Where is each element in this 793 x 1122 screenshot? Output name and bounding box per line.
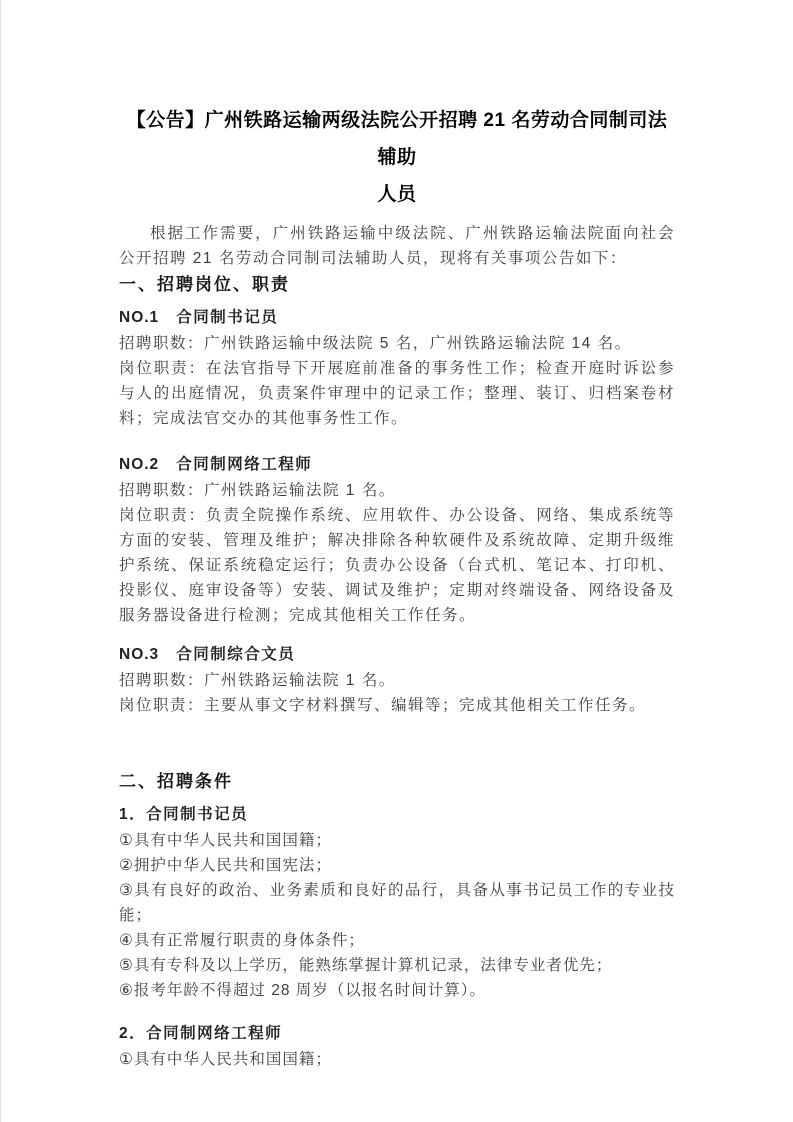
job-1-number: NO.1 (119, 309, 160, 326)
job-block-3 (119, 642, 675, 718)
job-3-number: NO.3 (119, 646, 160, 663)
job-1-duties: 岗位职责：在法官指导下开展庭前准备的事务性工作；检查开庭时诉讼参与人的出庭情况，负责案件审理中的记录工作；整理、装订、归档案卷材料；完成法官交办的其他事务性工作。 (119, 360, 675, 427)
condition-item: ④具有正常履行职责的身体条件； (119, 932, 365, 949)
job-3-name: 合同制综合文员 (176, 646, 296, 663)
doc-title-line-1: 【公告】广州铁路运输两级法院公开招聘 21 名劳动合同制司法辅助 (126, 110, 668, 168)
condition-item: ⑤具有专科及以上学历，能熟练掌握计算机记录，法律专业者优先； (119, 957, 613, 974)
doc-title (119, 102, 675, 213)
job-3-title (119, 642, 675, 668)
doc-title-line-2: 人员 (377, 184, 417, 205)
section-1-heading: 一、招聘岗位、职责 (119, 275, 290, 294)
job-block-1 (119, 305, 675, 431)
condition-item: ②拥护中华人民共和国宪法； (119, 857, 332, 874)
job-3-headcount: 招聘职数：广州铁路运输法院 1 名。 (119, 672, 396, 689)
condition-group-2-title: 2．合同制网络工程师 (119, 1025, 283, 1042)
condition-group-1 (119, 802, 675, 1003)
job-3-duties: 岗位职责：主要从事文字材料撰写、编辑等；完成其他相关工作任务。 (119, 697, 647, 714)
job-1-name: 合同制书记员 (176, 309, 279, 326)
job-2-duties: 岗位职责：负责全院操作系统、应用软件、办公设备、网络、集成系统等方面的安装、管理及维护；解决排除各种软硬件及系统故障、定期升级维护系统、保证系统稳定运行；负责办公设备（台式机、笔记本、打印机、投影仪、庭审设备等）安装、调试及维护；定期对终端设备、网络设备及服务器设备进行检测；完成其他相关工作任务。 (119, 507, 675, 624)
condition-item: ①具有中华人民共和国国籍； (119, 1051, 332, 1068)
job-1-title (119, 305, 675, 331)
condition-group-2 (119, 1021, 675, 1072)
job-1-headcount: 招聘职数：广州铁路运输中级法院 5 名，广州铁路运输法院 14 名。 (119, 335, 632, 352)
job-2-headcount: 招聘职数：广州铁路运输法院 1 名。 (119, 482, 396, 499)
condition-item: ⑥报考年龄不得超过 28 周岁（以报名时间计算）。 (119, 982, 487, 999)
job-block-2 (119, 452, 675, 628)
condition-item: ①具有中华人民共和国国籍； (119, 832, 332, 849)
job-2-number: NO.2 (119, 456, 160, 473)
condition-group-1-title: 1．合同制书记员 (119, 806, 249, 823)
condition-item: ③具有良好的政治、业务素质和良好的品行，具备从事书记员工作的专业技能； (119, 882, 675, 924)
job-2-name: 合同制网络工程师 (176, 456, 313, 473)
intro-paragraph: 根据工作需要，广州铁路运输中级法院、广州铁路运输法院面向社会公开招聘 21 名劳动合同制司法辅助人员，现将有关事项公告如下： (119, 225, 675, 267)
section-2-heading: 二、招聘条件 (119, 772, 233, 791)
job-2-title (119, 452, 675, 478)
